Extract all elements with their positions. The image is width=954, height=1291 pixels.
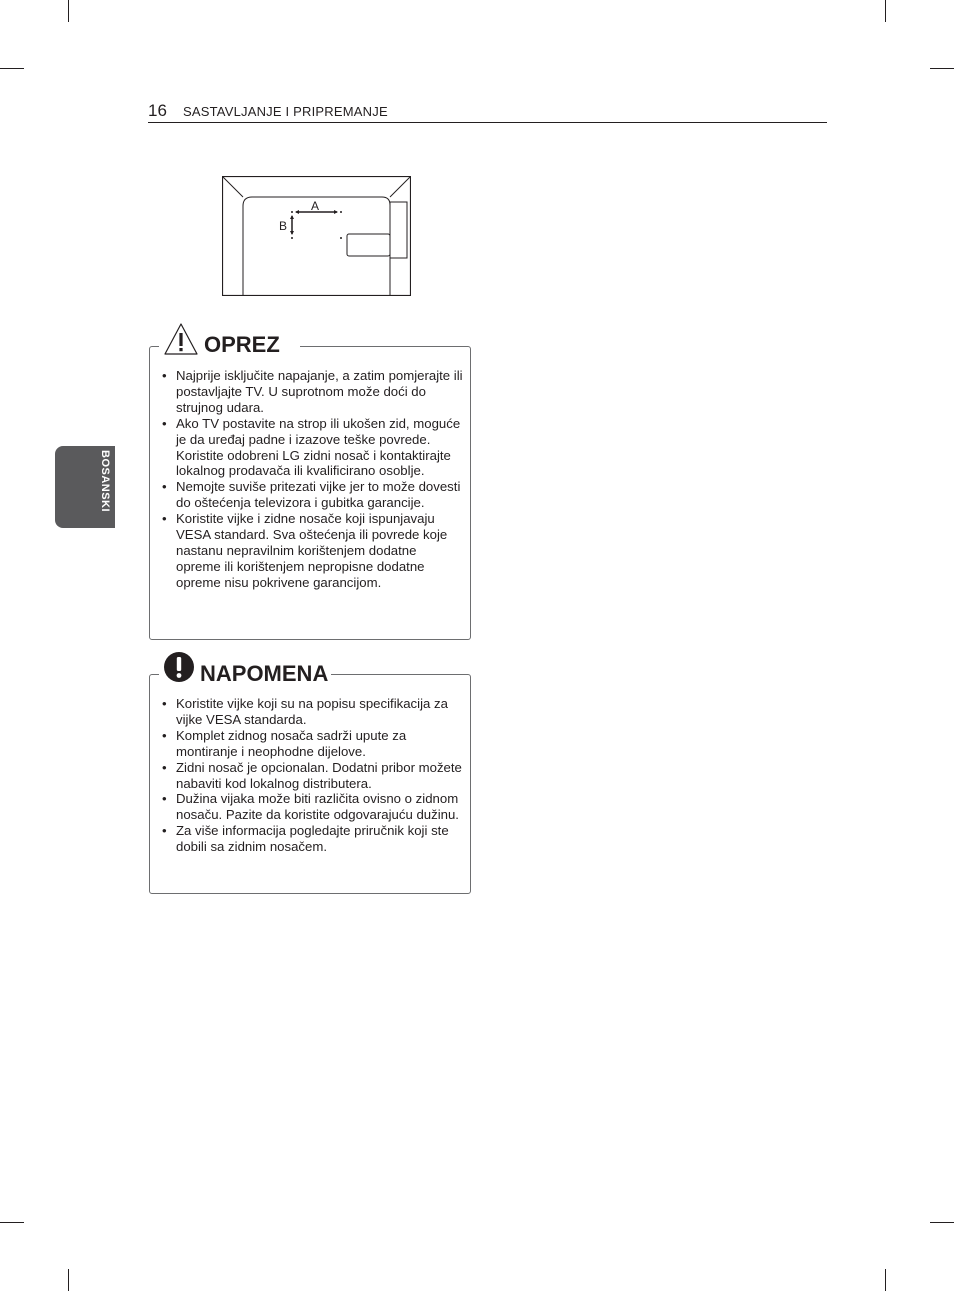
caution-title: OPREZ [201,332,300,358]
exclamation-circle-icon [163,651,195,683]
note-title: NAPOMENA [197,661,331,687]
warning-triangle-icon [163,322,199,356]
crop-mark [885,1269,886,1291]
crop-mark [68,0,69,22]
crop-mark [0,1222,24,1223]
page-header [148,100,827,123]
note-item: • Za više informacija pogledajte priručnik koji ste dobili sa zidnim nosačem. [162,823,464,855]
crop-mark [0,68,24,69]
caution-box [149,346,471,640]
wall-mount-diagram [222,176,411,296]
page-number: 16 [148,101,167,120]
note-item: • Komplet zidnog nosača sadrži upute za montiranje i neophodne dijelove. [162,728,464,760]
note-item: • Zidni nosač je opcionalan. Dodatni pribor možete nabaviti kod lokalnog distributera. [162,760,464,792]
section-title: SASTAVLJANJE I PRIPREMANJE [183,104,388,119]
note-item: • Dužina vijaka može biti različita ovisno o zidnom nosaču. Pazite da koristite odgovarajuću dužinu. [162,791,464,823]
caution-item: • Nemojte suviše pritezati vijke jer to može dovesti do oštećenja televizora i gubitka garancije. [162,479,464,511]
language-tab [55,446,115,528]
dimension-label-b: B [279,219,288,233]
crop-mark [885,0,886,22]
caution-item: • Ako TV postavite na strop ili ukošen zid, moguće je da uređaj padne i izazove teške povrede. Koristite odobreni LG zidni nosač i kontaktirajte lokalnog prodavača ili kvalificirano osoblje. [162,416,464,480]
caution-item: • Najprije isključite napajanje, a zatim pomjerajte ili postavljajte TV. U suprotnom može doći do strujnog udara. [162,368,464,416]
caution-list [162,368,464,591]
caution-item: • Koristite vijke i zidne nosače koji ispunjavaju VESA standard. Sva oštećenja ili povrede koje nastanu nepravilnim korištenjem dodatne opreme ili korištenjem nepropisne dodatne opreme nisu pokrivene garancijom. [162,511,464,591]
dimension-label-a: A [311,199,320,213]
crop-mark [930,1222,954,1223]
crop-mark [930,68,954,69]
note-list [162,696,464,855]
note-box [149,674,471,894]
crop-mark [68,1269,69,1291]
note-item: • Koristite vijke koji su na popisu specifikacija za vijke VESA standarda. [162,696,464,728]
language-label: BOSANSKI [99,450,111,513]
